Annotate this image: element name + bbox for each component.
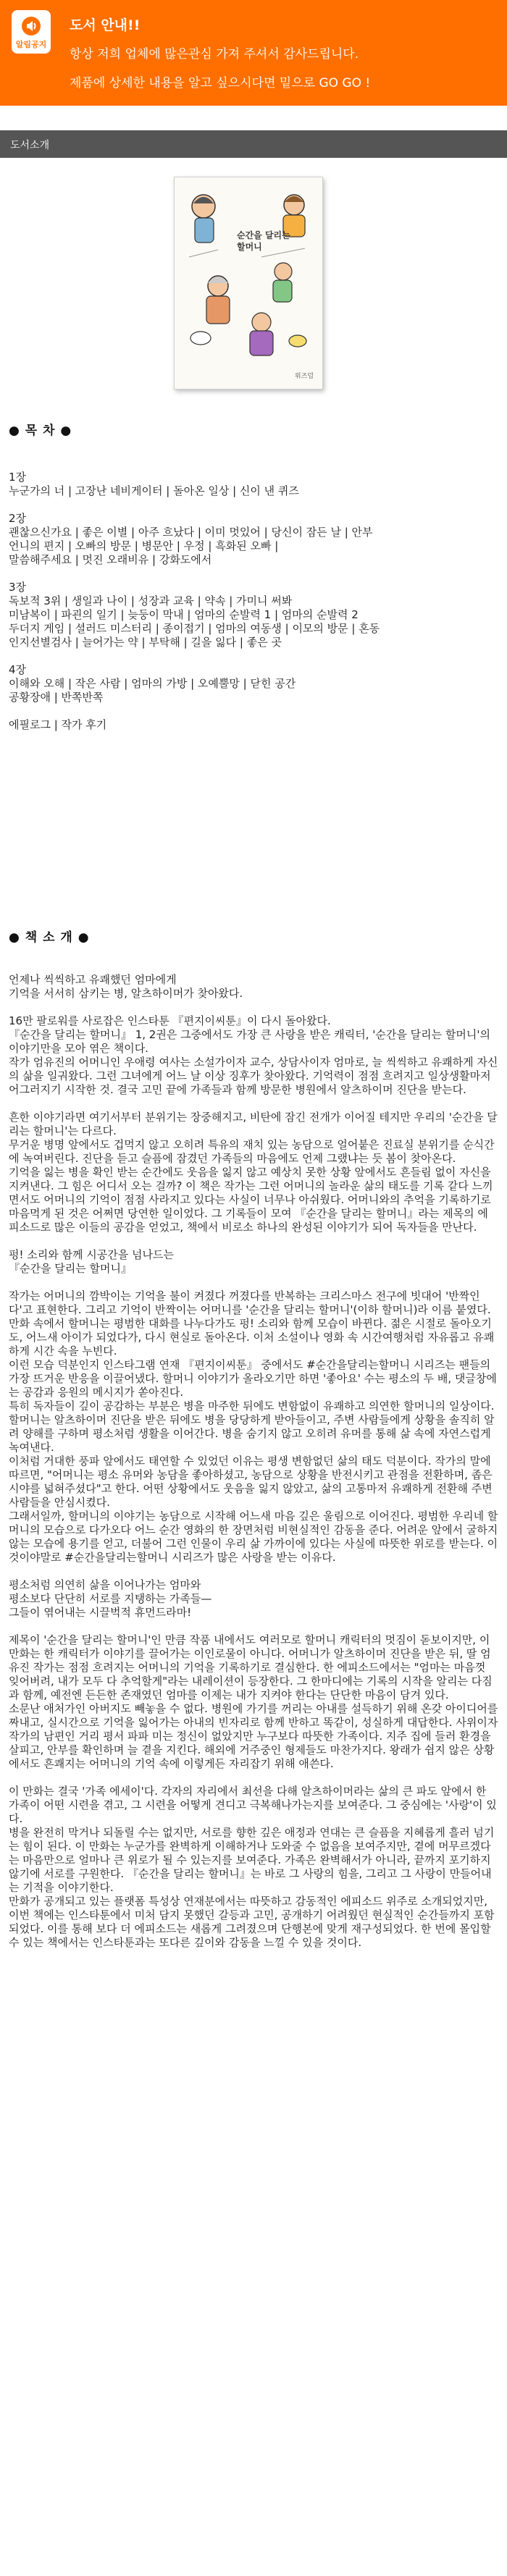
book-cover-publisher: 위즈덤 [294,373,314,380]
notice-title: 도서 안내!! [70,17,141,33]
toc-body: 1장 누군가의 너 | 고장난 네비게이터 | 돌아온 일상 | 신이 낸 퀴즈 2장 괜찮으신가요 | 좋은 이별 | 아주 흐났다 | 이미 멋있어 | 당신이 잠든 날 | 안부 언니의 편지 | 오빠의 방문 | 병문안 | 우정 | 흑화된 오빠 | 말씀해주세요 | 멋진 오래비유 | 강화도에서 3장 독보적 3위 | 생일과 나이 | 성장과 교육 | 약속 | 가미니 써봐 미남복이 | 파괸의 일기 | 늦둥이 막내 | 엄마의 순발력 1 | 엄마의 순발력 2 두더지 게임 | 셜러드 미스터리 | 종이접기 | 엄마의 여동생 | 이모의 방문 | 혼동 인지선별검사 | 늘어가는 약 | 부탁해 | 길을 잃다 | 좋은 곳 4장 이해와 오해 | 작은 사람 | 엄마의 가방 | 오예뿔망 | 닫힌 공간 공황장애 | 반쪽반쪽 에필로그 | 작가 후기 [9,471,380,731]
section-header-bar [0,130,507,158]
book-cover-illustration [175,177,322,389]
book-cover-title: 순간을 달리는 할머니 [237,230,290,252]
notice-line: 제품에 상세한 내용을 알고 싶으시다면 밑으로 GO GO ! [70,76,371,91]
notice-line: 항상 저희 업체에 많은관심 가져 주셔서 감사드립니다. [70,47,359,62]
notice-badge [12,10,51,54]
book-cover-image [174,177,323,390]
intro-body: 언제나 씩씩하고 유쾌했던 엄마에게 기억을 서서히 삼키는 병, 알츠하이머가 찾아왔다. 16만 팔로워를 사로잡은 인스타툰 『편지이씨툰』이 다시 돌아왔다. 『순간을 달리는 할머니』 1, 2권은 그중에서도 가장 큰 사랑을 받은 캐릭터, '순간을 달리는 할머니'의 이야기만을 모아 엮은 책이다. 작가 엄유진의 어머니인 우애령 여사는 소설가이자 교수, 상담사이자 엄마로, 늘 씩씩하고 유쾌하게 자신의 삶을 일궈왔다. 그런 그녀에게 어느 날 이상 징후가 찾아왔다. 기억력이 점점 흐려지고 일상생활마저 어그러지기 시작한 것. 결국 고민 끝에 가족들과 함께 방문한 병원에서 알츠하이머 진단을 받는다. 흔한 이야기라면 여기서부터 분위기는 장중해지고, 비탄에 잠긴 전개가 이어질 테지만 우리의 '순간을 달리는 할머니'는 다르다. 무거운 병명 앞에서도 겁먹지 않고 오히려 특유의 재치 있는 농담으로 얼어붙은 진료실 분위기를 순식간에 녹여버린다. 진단을 듣고 슬픔에 잠겼던 가족들의 마음에도 언제 그랬냐는 듯 봄이 찾아온다. 기억을 잃는 병을 확인 받는 순간에도 웃음을 잃지 않고 예상치 못한 상황 앞에서도 흔들림 없이 자신을 지켜낸다. 그 힘은 어디서 오는 걸까? 이 책은 작가는 그런 어머니의 놀라운 삶의 태도를 기록 같다 느끼면서도 어머니의 기억이 점점 사라지고 있다는 사실이 너무나 아쉬웠다. 어머니와의 추억을 기록하기로 마음먹게 된 것은 어쩌면 당연한 일이었다. 그 기록들이 모여 『순간을 달리는 할머니』라는 제목의 에피소드로 많은 이들의 공감을 얻었고, 책에서 비로소 하나의 완성된 이야기가 되어 독자들을 만난다. 펑! 소리와 함께 시공간을 넘나드는 『순간을 달리는 할머니』 작가는 어머니의 깜박이는 기억을 불이 켜졌다 꺼졌다를 반복하는 크리스마스 전구에 빗대어 '반짝인다'고 표현한다. 그리고 기억이 반짝이는 어머니를 '순간을 달리는 할머니'(이하 할머니)라 이름 붙였다. 만화 속에서 할머니는 평범한 대화를 나누다가도 펑! 소리와 함께 모습이 바뀐다. 젊은 시절로 돌아오기도, 어느새 아이가 되었다가, 다시 현실로 돌아온다. 이처 소설이나 영화 속 시간여행처럼 자유롭고 유쾌하게 시간 속을 누빈다. 이런 모습 덕분인지 인스타그램 연재 『편지이씨툰』 중에서도 #순간을달리는할머니 시리즈는 팬들의 가장 뜨거운 반응을 이끌어냈다. 할머니 이야기가 올라오기만 하면 '좋아요' 수는 평소의 두 배, 댓글창에는 공감과 응원의 메시지가 쏟아진다. 특히 독자들이 깊이 공감하는 부분은 병을 마주한 뒤에도 변함없이 유쾌하고 의연한 할머니의 일상이다. 할머니는 알츠하이머 진단을 받은 뒤에도 병을 당당하게 받아들이고, 주변 사람들에게 상황을 솔직히 알려 양해를 구하며 평소처럼 생활을 이어간다. 병을 숨기지 않고 오히려 유머를 통해 삶 속에 자연스럽게 녹여낸다. 이처럼 거대한 풍파 앞에서도 태연할 수 있었던 이유는 평생 변함없던 삶의 태도 덕분이다. 작가의 말에 따르면, "어머니는 평소 유머와 농담을 좋아하셨고, 농담으로 상황을 반전시키고 관점을 전환하며, 좁은 시야를 넓혀주셨다"고 한다. 어떤 상황에서도 웃음을 잃지 않았고, 삶의 고통마저 유쾌하게 전환해 주변 사람들을 안심시켰다. 그래서일까, 할머니의 이야기는 농담으로 시작해 어느새 마음 깊은 울림으로 이어진다. 평범한 우리네 할머니의 모습으로 다가오다 어느 순간 영화의 한 장면처럼 비현실적인 감동을 준다. 어려운 앞에서 굴하지 않는 모습에 용기를 얻고, 더불어 그런 인물이 우리 삶 가까이에 있다는 사실에 따뜻한 위로를 받는다. 이것이야말로 #순간을달리는할머니 시리즈가 많은 사랑을 받는 이유다. 평소처럼 의연히 삶을 이어나가는 엄마와 평소보다 단단히 서로를 지탱하는 가족들— 그들이 엮어내는 시끌벅적 휴먼드라마! 제목이 '순간을 달리는 할머니'인 만큼 작품 내에서도 여러모로 할머니 캐릭터의 멋짐이 돋보이지만, 이 만화는 한 캐릭터가 이야기를 끌어가는 이인로물이 아니다. 어머니가 알츠하이머 진단을 받은 뒤, 딸 엄유진 작가는 점점 흐려지는 어머니의 기억을 기록하기로 결심한다. 한 에피소드에서는 "엄마는 마음껏 잊어버려, 내가 모두 다 추억할게"라는 내레이션이 등장한다. 그 한마디에는 기록의 시작을 알리는 다짐과 함께, 예전엔 든든한 존재였던 엄마를 이제는 내가 지켜야 한다는 단단한 마음이 담겨 있다. 소문난 애처가인 아버지도 빼놓을 수 없다. 병원에 가기를 꺼리는 아내를 설득하기 위해 온갖 아이디어를 짜내고, 실시간으로 기억을 잃어가는 아내의 빈자리로 함께 반하고 똑같이, 성실하게 대답한다. 사위이자 작가의 남편인 거리 평서 파파 미는 정신이 없았지만 누구보다 따뜻한 가족이다. 지주 집에 들러 환경을 살피고, 안부를 확인하며 늘 곁을 지킨다. 해외에 거주중인 형제들도 마찬가지다. 왕래가 쉽지 않은 상황에서도 흔쾌지는 어머니의 기억 속에 이렇게든 자리잡기 위해 애쓴다. 이 만화는 결국 '가족 에세이'다. 각자의 자리에서 최선을 다해 알츠하이머라는 삶의 큰 파도 앞에서 한 가족이 어떤 시련을 겪고, 그 시련을 어떻게 견디고 극복해나가는지를 보여준다. 그 중심에는 '사랑'이 있다. 병을 완전히 막거나 되돌릴 수는 없지만, 서로를 향한 깊은 애정과 연대는 큰 슬픔을 지혜롭게 흘러 넘기는 힘이 된다. 이 만화는 누군가를 완벽하게 이해하거나 도와줄 수 없음을 보여주지만, 곁에 머무르겠다는 마음만으로 얼마나 큰 위로가 될 수 있는지를 보여준다. 가족은 완벽해서가 아니라, 끝까지 포기하지 않기에 서로를 구원한다. 『순간을 달리는 할머니』는 바로 그 사랑의 힘을, 그리고 그 사랑이 만들어내는 기적을 이야기한다. 만화가 공개되고 있는 플랫폼 특성상 연재분에서는 따뜻하고 감동적인 에피소드 위주로 소개되었지만, 이번 책에는 인스타툰에서 미처 담지 못했던 갈등과 고민, 공개하기 어려웠던 현실적인 순간들까지 포함되었다. 이를 통해 보다 더 에피소드는 새롭게 그려졌으며 단행본에 맞게 재구성되었다. 한 번에 몰입할 수 있는 책에서는 인스타툰과는 또다른 깊이와 감동을 느낄 수 있을 것이다. [9,973,498,1949]
toc-heading: ● 목 차 ● [9,424,72,438]
notice-badge-label: 알림공지 [15,40,47,49]
speaker-icon [21,16,41,36]
section-header-label: 도서소개 [10,140,50,151]
intro-heading: ● 책 소 개 ● [9,930,90,945]
notice-banner [0,0,507,106]
